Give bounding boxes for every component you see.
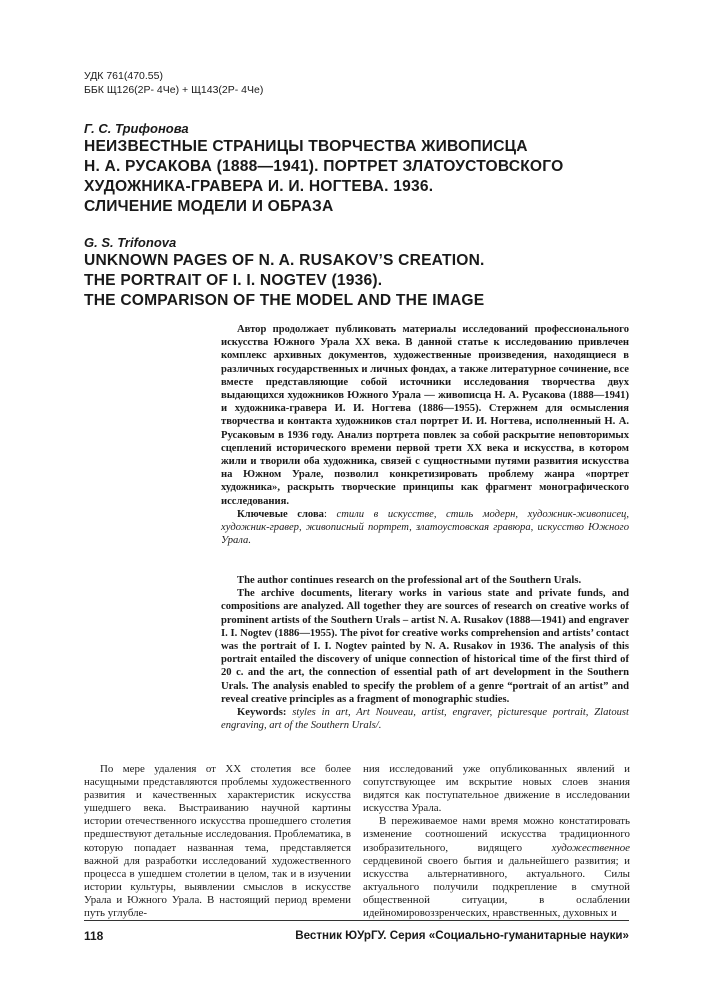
body-column-right — [363, 763, 630, 920]
title-ru-line: Н. А. РУСАКОВА (1888—1941). ПОРТРЕТ ЗЛАТОУСТОВСКОГО — [84, 158, 564, 175]
keywords-ru-label: Ключевые слова — [237, 508, 324, 520]
author-en: G. S. Trifonova — [84, 235, 177, 250]
title-ru-line: НЕИЗВЕСТНЫЕ СТРАНИЦЫ ТВОРЧЕСТВА ЖИВОПИСЦА — [84, 138, 528, 155]
udk-code: УДК 761(470.55) — [84, 70, 163, 82]
body-paragraph — [363, 815, 630, 920]
author-ru: Г. С. Трифонова — [84, 121, 189, 136]
title-en-line: THE PORTRAIT OF I. I. NOGTEV (1936). — [84, 272, 383, 289]
body-text: В переживаемое нами время можно констатировать изменение соотношений искусства традиционного изобразительного, видящего — [363, 815, 630, 854]
title-en-line: UNKNOWN PAGES OF N. A. RUSAKOV’S CREATION. — [84, 252, 485, 269]
abstract-ru — [221, 323, 629, 547]
body-paragraph: ния исследований уже опубликованных явлений и сопутствующее им вскрытие новых слоев знания видятся как поступательное движение в исследовании искусства Урала. — [363, 763, 630, 815]
title-ru-line: ХУДОЖНИКА-ГРАВЕРА И. И. НОГТЕВА. 1936. — [84, 178, 434, 195]
title-ru-line: СЛИЧЕНИЕ МОДЕЛИ И ОБРАЗА — [84, 198, 334, 215]
body-paragraph: По мере удаления от XX столетия все более насущными представляются проблемы художественного развития и качественных характеристик искусства ушедшего века. Выстраиванию научной картины истории отечественного искусства прошедшего столетия предшествуют детальные исследования. Проблематика, в которую попадает названная тема, представляется важной для разработки исследований художественного процесса в ушедшем столетии в целом, так и в изучении истории культуры, выявлении смыслов в искусстве Урала и Южного Урала. В настоящий период времени путь углубле- — [84, 763, 351, 920]
journal-name: Вестник ЮУрГУ. Серия «Социально-гуманитарные науки» — [295, 929, 629, 942]
title-en-line: THE COMPARISON OF THE MODEL AND THE IMAGE — [84, 292, 485, 309]
footer-divider — [84, 920, 629, 921]
keywords-en-text: styles in art, Art Nouveau, artist, engraver, picturesque portrait, Zlatoust engraving, art of the Southern Urals/. — [221, 707, 629, 732]
keywords-ru: Ключевые слова: стили в искусстве, стиль модерн, художник-живописец, художник-гравер, живописный портрет, златоустовская гравюра, искусство Южного Урала. — [221, 508, 629, 547]
classification-codes — [84, 69, 263, 97]
title-en — [84, 251, 644, 311]
abstract-en-paragraph: The author continues research on the professional art of the Southern Urals. — [237, 575, 582, 586]
abstract-ru-text: Автор продолжает публиковать материалы исследований профессионального искусства Южного Урала XX века. В данной статье к исследованию привлечен комплекс архивных документов, художественные произведения, находящиеся в различных государственных и личных фондах, а также литературное сочинение, все вместе представляющие собой источники исследования творчества двух выдающихся художников Южного Урала — живописца Н. А. Русакова (1888—1941) и художника-гравера И. И. Ногтева (1886—1955). Стержнем для осмысления творчества и контакта художников стал портрет И. И. Ногтева, исполненный Н. А. Русаковым в 1936 году. Анализ портрета повлек за собой раскрытие неповторимых сцеплений исторического времени первой трети XX века и искусства, в котором жили и творили оба художника, связей с сущностными путями развития искусства на Южном Урале, позволил конкретизировать проблему жанра «портрет художника», раскрыть творческие принципы как фрагмент монографического исследования. — [221, 324, 629, 507]
page-number: 118 — [84, 929, 104, 943]
keywords-en — [221, 706, 629, 732]
abstract-en — [221, 574, 629, 732]
body-text: сердцевиной своего бытия и дальнейшего развития; и искусства альтернативного, актуального. Силы актуального получили подкрепление в смутной общественной ситуации, в ослаблении идейномировоззренческих, нравственных, духовных и — [363, 854, 630, 920]
keywords-en-label: Keywords: — [237, 707, 287, 719]
title-ru — [84, 137, 644, 217]
bbk-code: ББК Щ126(2Р- 4Че) + Щ143(2Р- 4Че) — [84, 84, 264, 96]
emphasis-text: художественное — [551, 841, 630, 854]
keywords-ru-text: стили в искусстве, стиль модерн, художник-живописец, художник-гравер, живописный портрет, златоустовская гравюра, искусство Южного Урала. — [221, 508, 629, 547]
abstract-en-paragraph: The archive documents, literary works in various state and private funds, and compositions are analyzed. All together they are sources of research on creative works of prominent artists of the Southern Urals – artist N. A. Rusakov (1888—1941) and engraver I. I. Nogtev (1886—1955). The pivot for creative works comprehension and artists’ contact was the portrait of I. I. Nogtev painted by N. A. Rusakov in 1936. The analysis of this portrait entailed the discovery of unique connection of historical time of the first third of 20 c. and the art, the connection of essential path of art development in the Southern Urals. The analysis enabled to specify the problem of a genre “portrait of an artist” and reveal creative principles as a fragment of monographic studies. — [221, 588, 629, 705]
body-column-left — [84, 763, 351, 920]
